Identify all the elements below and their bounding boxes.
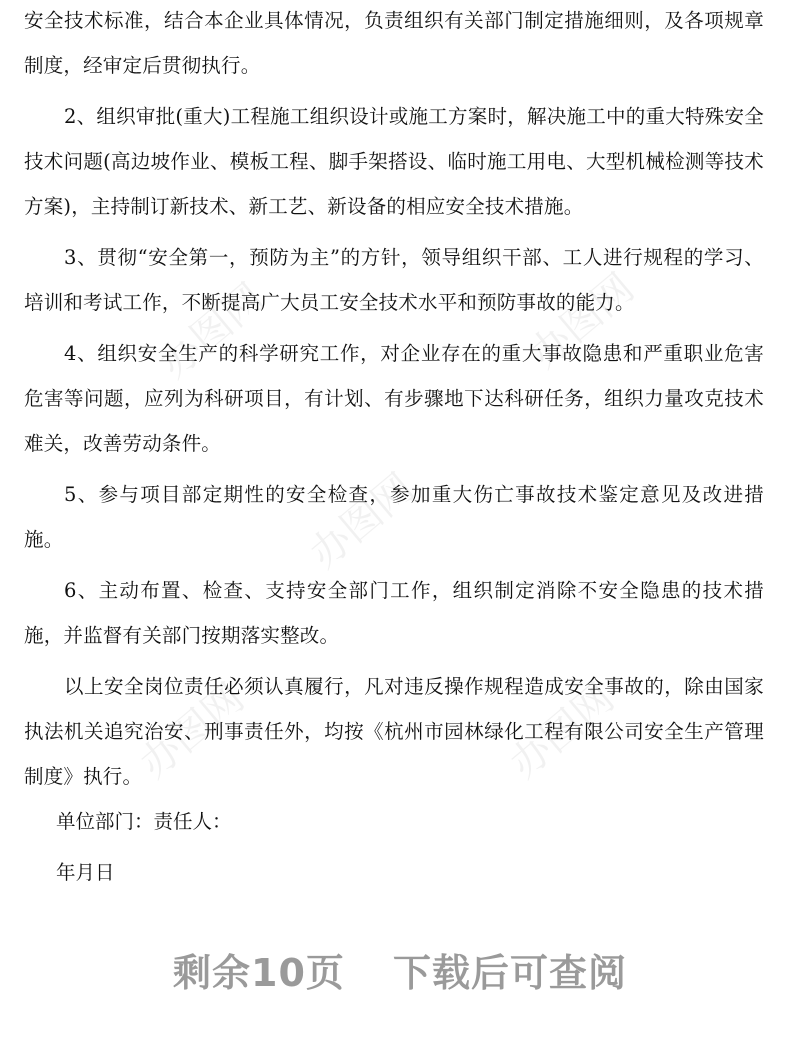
remaining-pages-label: 剩余10页 xyxy=(173,951,345,995)
paragraph-item-5: 5、参与项目部定期性的安全检查，参加重大伤亡事故技术鉴定意见及改进措施。 xyxy=(24,483,764,551)
watermark: 办图网 xyxy=(521,264,643,378)
paragraph-conclusion: 以上安全岗位责任必须认真履行，凡对违反操作规程造成安全事故的，除由国家执法机关追究治安、刑事责任外，均按《杭州市园林绿化工程有限公司安全生产管理制度》执行。 xyxy=(24,675,764,788)
paragraph-item-4: 4、组织安全生产的科学研究工作，对企业存在的重大事故隐患和严重职业危害危害等问题，应列为科研项目，有计划、有步骤地下达科研任务，组织力量攻克技术难关，改善劳动条件。 xyxy=(24,342,764,455)
paragraph-item-6: 6、主动布置、检查、支持安全部门工作，组织制定消除不安全隐患的技术措施，并监督有关部门按期落实整改。 xyxy=(24,579,764,647)
paragraph-continued: 安全技术标准，结合本企业具体情况，负责组织有关部门制定措施细则，及各项规章制度，经审定后贯彻执行。 xyxy=(24,9,764,77)
paragraph-item-3: 3、贯彻“安全第一，预防为主”的方针，领导组织干部、工人进行规程的学习、培训和考试工作，不断提高广大员工安全技术水平和预防事故的能力。 xyxy=(24,246,764,314)
watermark: 办图网 xyxy=(151,274,273,388)
download-to-view-label: 下载后可查阅 xyxy=(392,951,627,995)
watermark: 办图网 xyxy=(501,674,623,788)
download-banner[interactable] xyxy=(0,942,800,997)
paragraph-item-2: 2、组织审批(重大)工程施工组织设计或施工方案时，解决施工中的重大特殊安全技术问题(高边坡作业、模板工程、脚手架搭设、临时施工用电、大型机械检测等技术方案)，主持制订新技术、新工艺、新设备的相应安全技术措施。 xyxy=(24,105,764,218)
date-line: 年月日 xyxy=(56,861,115,884)
document-body xyxy=(24,0,764,895)
signature-line: 单位部门：责任人： xyxy=(56,810,232,833)
watermark: 办图网 xyxy=(131,674,253,788)
watermark: 办图网 xyxy=(301,464,423,578)
